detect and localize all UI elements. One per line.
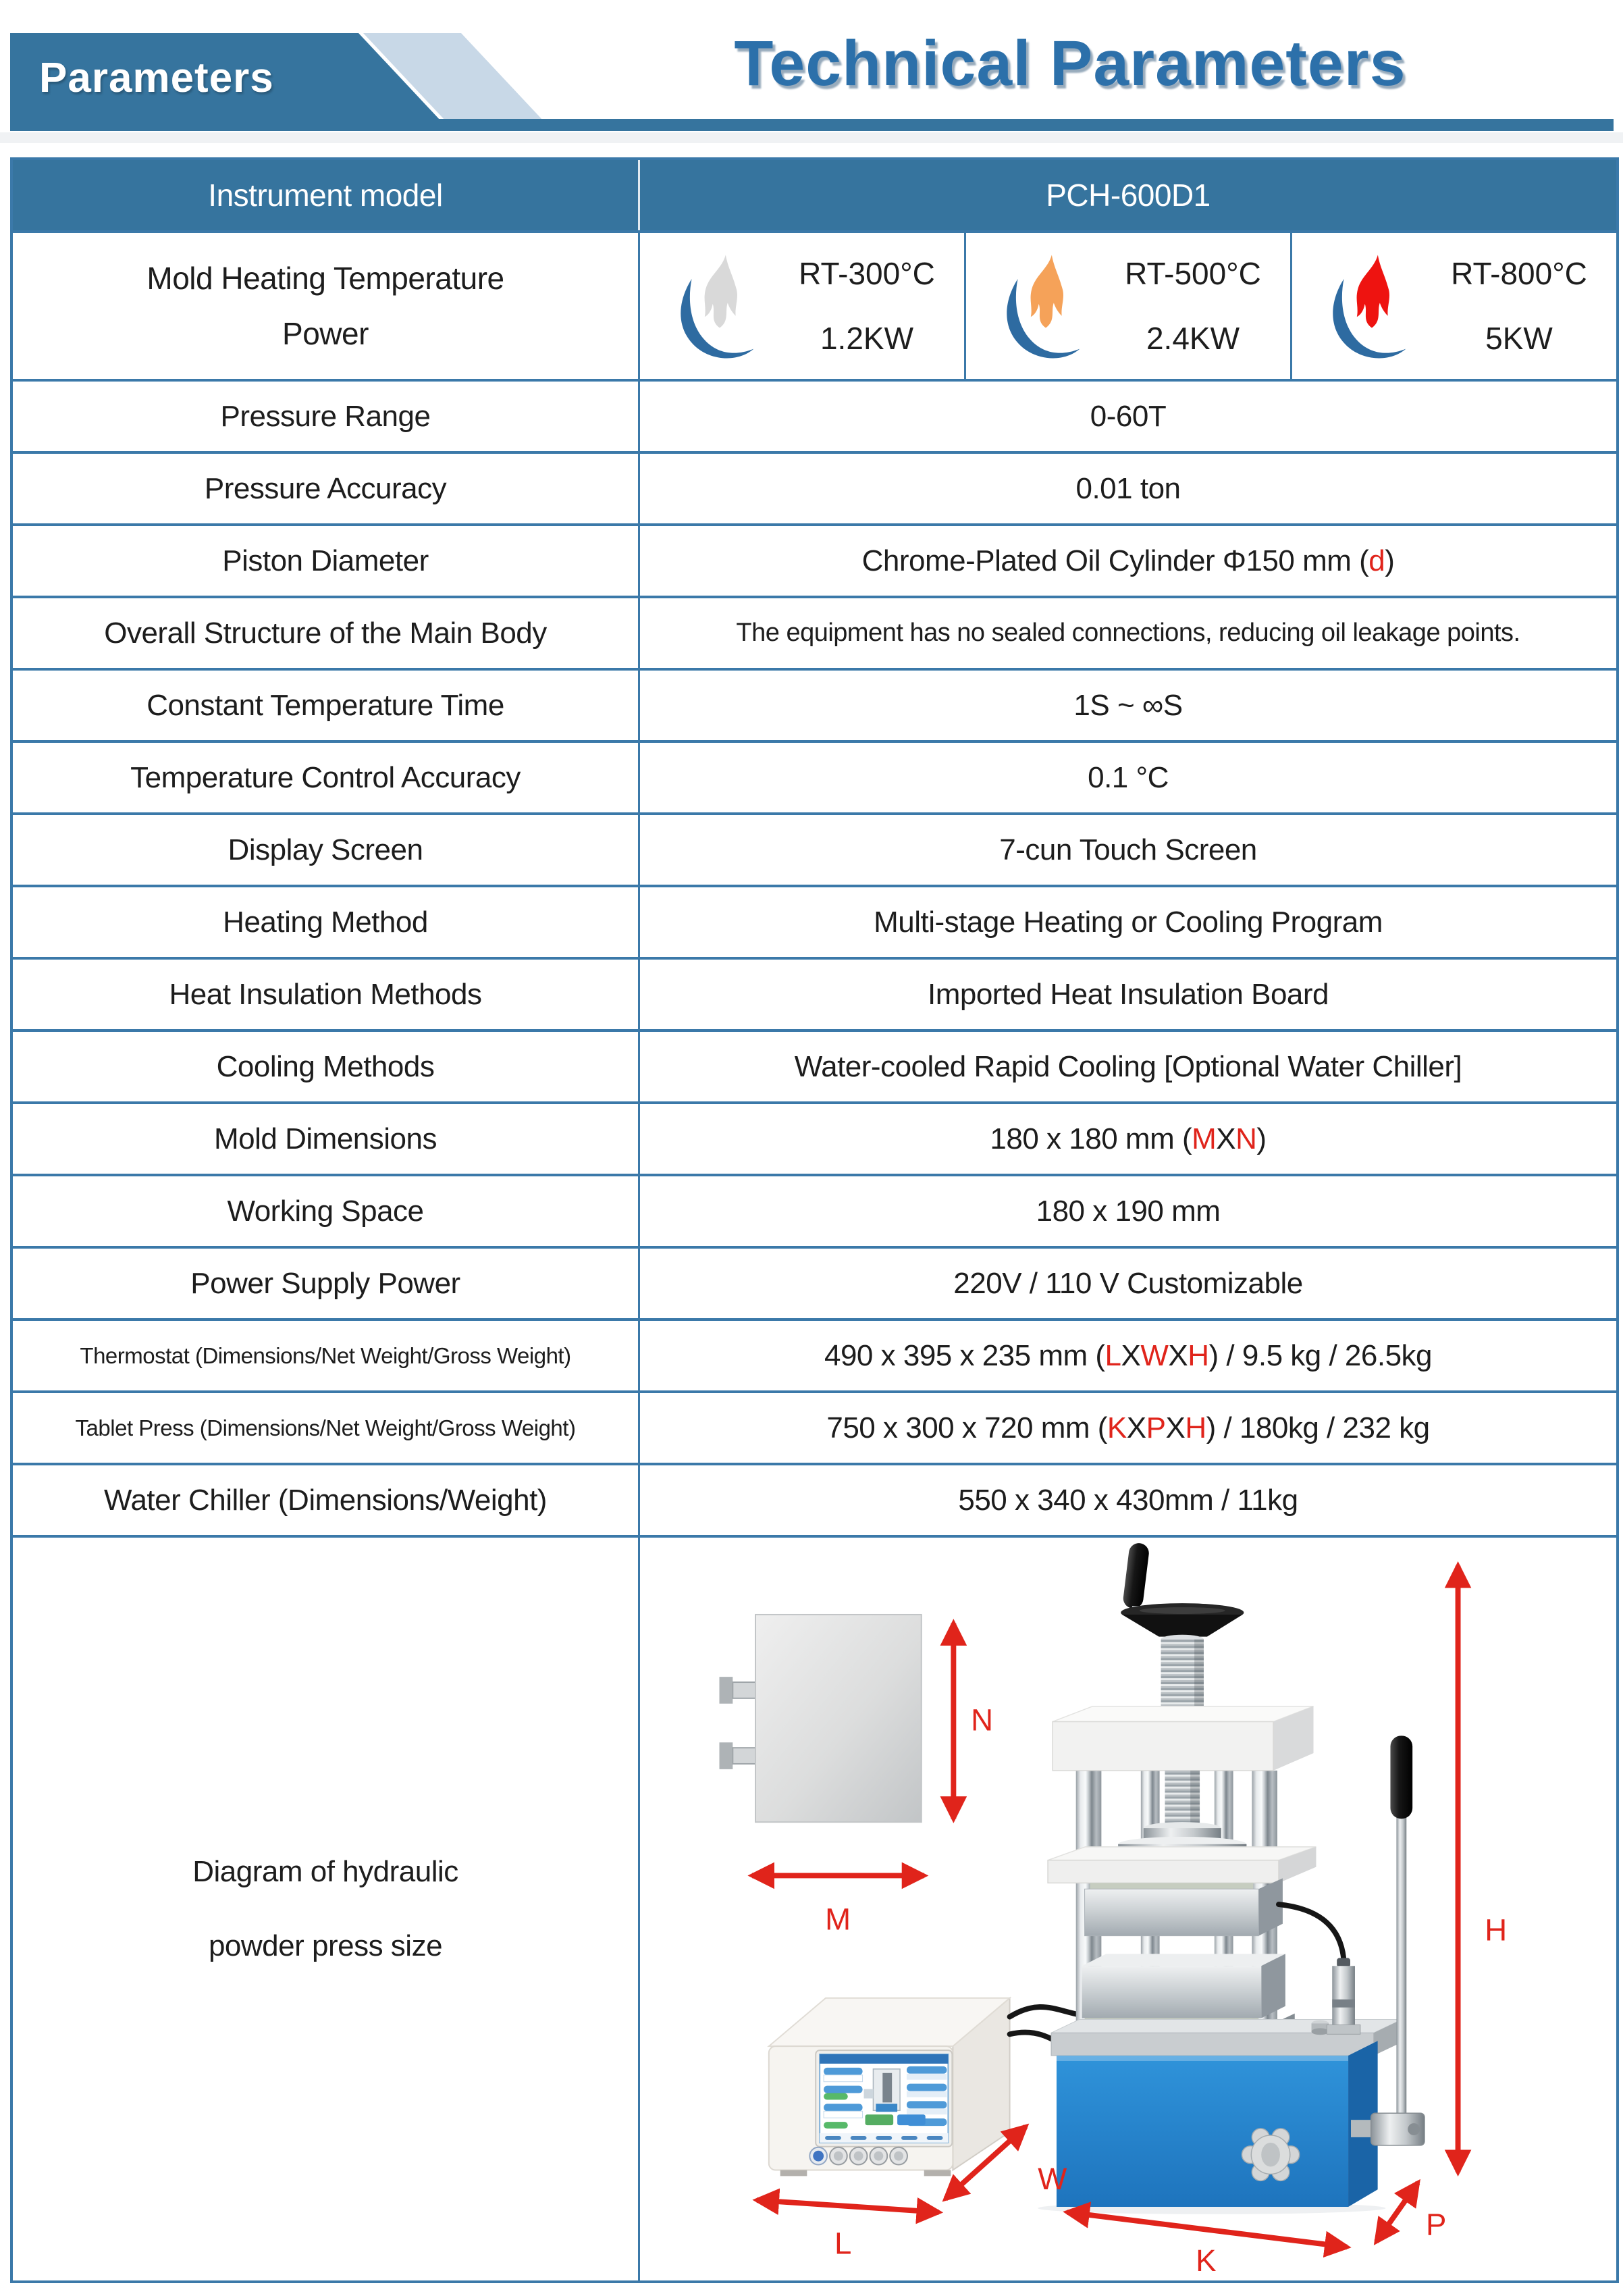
heating-label-line1: Mold Heating Temperature xyxy=(147,261,504,296)
control-unit xyxy=(769,1998,1010,2176)
row-label: Cooling Methods xyxy=(13,1032,640,1101)
banner-label: Parameters xyxy=(39,55,274,101)
row-label: Mold Dimensions xyxy=(13,1104,640,1174)
row-value: Imported Heat Insulation Board xyxy=(927,977,1329,1011)
row-value: 7-cun Touch Screen xyxy=(999,833,1257,866)
press-machine xyxy=(1048,1542,1425,2207)
arrow-p xyxy=(1377,2183,1418,2241)
table-row xyxy=(13,379,1616,451)
table-row xyxy=(13,885,1616,957)
diagram-cell xyxy=(640,1538,1616,2280)
header-label: Instrument model xyxy=(13,160,640,230)
flame-icon xyxy=(1322,248,1422,364)
heating-temp: RT-500°C xyxy=(1125,256,1261,291)
row-value: 220V / 110 V Customizable xyxy=(953,1266,1303,1300)
row-value: Multi-stage Heating or Cooling Program xyxy=(874,905,1383,939)
top-block xyxy=(1053,1722,1273,1771)
parameter-rows xyxy=(13,379,1616,1535)
row-label: Heating Method xyxy=(13,887,640,957)
row-label: Display Screen xyxy=(13,815,640,885)
dim-label-m: M xyxy=(825,1902,851,1937)
middle-plate xyxy=(1048,1860,1279,1883)
row-value: 0.01 ton xyxy=(1075,471,1181,505)
row-value: The equipment has no sealed connections, reducing oil leakage points. xyxy=(736,619,1520,647)
heating-power: 2.4KW xyxy=(1146,321,1240,356)
row-label: Overall Structure of the Main Body xyxy=(13,598,640,668)
row-label: Thermostat (Dimensions/Net Weight/Gross Weight) xyxy=(13,1321,640,1390)
row-label: Working Space xyxy=(13,1176,640,1246)
table-row xyxy=(13,1174,1616,1246)
flame-shape xyxy=(1357,255,1389,328)
flame-icon xyxy=(996,248,1096,364)
row-value: 550 x 340 x 430mm / 11kg xyxy=(958,1483,1298,1517)
heating-option-2 xyxy=(964,233,1290,379)
heating-option-text xyxy=(1422,255,1616,357)
row-value: 490 x 395 x 235 mm ( L X W X H ) / 9.5 kg / 26.5kg xyxy=(824,1338,1433,1372)
row-value: 0.1 °C xyxy=(1088,760,1169,794)
dim-label-l: L xyxy=(834,2226,852,2261)
heating-label-line2: Power xyxy=(282,316,369,351)
banner-underband xyxy=(0,132,1623,143)
heating-option-text xyxy=(770,255,964,357)
heating-power: 1.2KW xyxy=(820,321,914,356)
table-row xyxy=(13,1101,1616,1174)
table-row xyxy=(13,1029,1616,1101)
diagram-row xyxy=(13,1535,1616,2280)
row-value: Water-cooled Rapid Cooling [Optional Water Chiller] xyxy=(794,1049,1462,1083)
dim-label-k: K xyxy=(1196,2243,1217,2278)
table-header-row xyxy=(13,160,1616,230)
row-label xyxy=(13,1538,640,2280)
heating-temp: RT-800°C xyxy=(1451,256,1587,291)
row-label xyxy=(13,233,640,379)
heating-platen-upper xyxy=(1085,1889,1259,1935)
heating-option-text xyxy=(1096,255,1290,357)
flame-shape xyxy=(1031,255,1063,328)
flame-icon xyxy=(670,248,770,364)
heating-platen-lower xyxy=(1082,1966,1262,2018)
table-row xyxy=(13,668,1616,740)
row-label: Water Chiller (Dimensions/Weight) xyxy=(13,1465,640,1535)
mold-plate xyxy=(720,1615,922,1822)
row-label: Power Supply Power xyxy=(13,1249,640,1318)
heating-option-1 xyxy=(640,233,964,379)
heating-temp: RT-300°C xyxy=(799,256,935,291)
pressure-sensor xyxy=(1279,1904,1360,2034)
row-label: Temperature Control Accuracy xyxy=(13,743,640,812)
row-label: Pressure Accuracy xyxy=(13,454,640,523)
row-label: Constant Temperature Time xyxy=(13,671,640,740)
row-value: 0-60T xyxy=(1090,399,1167,433)
press-size-diagram xyxy=(640,1538,1616,2280)
table-row xyxy=(13,957,1616,1029)
banner-rule xyxy=(10,119,1614,131)
row-label: Piston Diameter xyxy=(13,526,640,596)
press-handle-grip xyxy=(1122,1542,1150,1609)
table-row xyxy=(13,1463,1616,1535)
table-row xyxy=(13,596,1616,668)
row-value: 750 x 300 x 720 mm ( K X P X H ) / 180kg / 232 kg xyxy=(826,1411,1430,1444)
hydraulic-base xyxy=(1057,2056,1348,2207)
table-row xyxy=(13,812,1616,885)
row-value: 180 x 190 mm xyxy=(1036,1194,1221,1228)
heating-option-3 xyxy=(1290,233,1616,379)
table-row xyxy=(13,1318,1616,1390)
header-value: PCH-600D1 xyxy=(1046,178,1210,213)
row-label: Tablet Press (Dimensions/Net Weight/Gross Weight) xyxy=(13,1393,640,1463)
row-label: Heat Insulation Methods xyxy=(13,960,640,1029)
row-value: 180 x 180 mm ( M X N ) xyxy=(990,1122,1267,1155)
dim-label-n: N xyxy=(971,1702,994,1738)
dim-label-h: H xyxy=(1485,1912,1508,1948)
dim-label-w: W xyxy=(1038,2162,1067,2197)
bed-plate xyxy=(1051,2033,1374,2056)
row-value: 1S ~ ∞S xyxy=(1073,688,1183,722)
diagram-label-line1: Diagram of hydraulic xyxy=(192,1855,458,1888)
row-value: Chrome-Plated Oil Cylinder Φ150 mm ( d ) xyxy=(861,544,1395,577)
dim-label-p: P xyxy=(1425,2207,1447,2242)
parameters-table xyxy=(10,157,1619,2283)
diagram-label-line2: powder press size xyxy=(208,1929,443,1962)
row-label: Pressure Range xyxy=(13,382,640,451)
arrow-l xyxy=(757,2200,939,2212)
flame-shape xyxy=(705,255,737,328)
heating-power: 5KW xyxy=(1485,321,1553,356)
arrow-k xyxy=(1067,2212,1347,2247)
table-row xyxy=(13,451,1616,523)
table-row xyxy=(13,1390,1616,1463)
heating-power-row xyxy=(13,230,1616,379)
table-row xyxy=(13,1246,1616,1318)
table-row xyxy=(13,523,1616,596)
table-row xyxy=(13,740,1616,812)
page-title: Technical Parameters xyxy=(734,28,1406,99)
